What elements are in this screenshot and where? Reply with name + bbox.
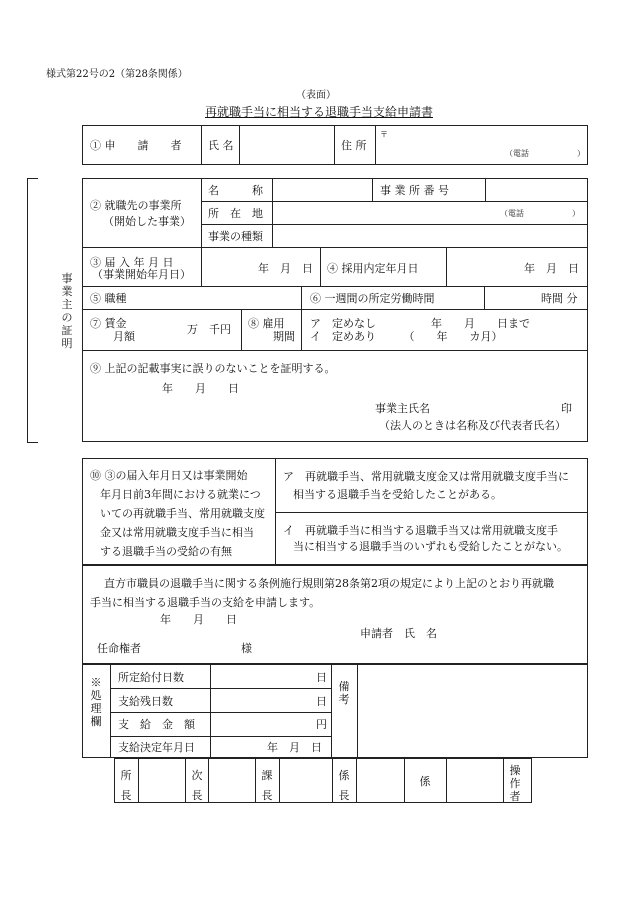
period-option-i[interactable]: イ 定めあり （ 年 カ月） [310, 330, 503, 343]
workplace-name-field[interactable] [273, 179, 371, 200]
employment-period-sublabel: 期間 [273, 330, 295, 343]
section10-line2: 年月日前3年間における就業につ [100, 488, 261, 501]
applicant-name-field[interactable] [240, 126, 333, 164]
corporate-note: （法人のときは名称及び代表者氏名） [379, 419, 566, 432]
section10-option-a-line2[interactable]: 相当する退職手当を受給したことがある。 [293, 488, 502, 501]
workplace-sublabel: （開始した事業） [103, 215, 191, 228]
entry-date-label: ③ 届 入 年 月 日 [90, 256, 174, 269]
offer-date-value[interactable]: 年 月 日 [524, 262, 579, 275]
business-type-label: 事業の種類 [208, 230, 263, 243]
processing-row-4-unit: 年 月 日 [267, 741, 322, 754]
period-option-a[interactable]: ア 定めなし 年 月 日まで [310, 317, 530, 330]
address-label: 住 所 [341, 139, 367, 152]
employer-name-label: 事業主氏名 [375, 402, 430, 415]
page-title: 再就職手当に相当する退職手当支給申請書 [205, 105, 434, 119]
section10-option-a-line1[interactable]: ア 再就職手当、常用就職支度金又は常用就職支度手当に [283, 470, 569, 483]
processing-row-1-unit: 日 [316, 671, 327, 684]
stamp-shocho: 所長 [120, 769, 132, 802]
application-text-1: 直方市職員の退職手当に関する条例施行規則第28条第2項の規定により上記のとおり再就職 [104, 577, 554, 590]
entry-date-value[interactable]: 年 月 日 [258, 262, 313, 275]
appointing-authority-label: 任命権者 [97, 642, 141, 655]
applicant-label: ① 申 請 者 [90, 139, 182, 152]
applicant-address-field[interactable] [376, 126, 586, 164]
weekly-hours-label: ⑥ 一週間の所定労働時間 [310, 292, 435, 305]
applicant-phone: （電話 ） [505, 149, 585, 158]
section10-line1: ⑩ ③の届入年月日又は事業開始 [90, 469, 248, 482]
cert-date[interactable]: 年 月 日 [162, 382, 239, 395]
processing-side-label: ※処理欄 [90, 676, 102, 728]
application-date[interactable]: 年 月 日 [160, 613, 237, 626]
employer-cert-side-label: 事業主の証明 [61, 272, 73, 350]
section10-line3: いての再就職手当、常用就職支度 [100, 507, 265, 520]
name-label: 氏 名 [208, 139, 234, 152]
processing-row-3-unit: 円 [316, 718, 327, 731]
section10-option-i-line2[interactable]: 当に相当する退職手当のいずれも受給したことがない。 [293, 540, 568, 553]
processing-row-2-unit: 日 [316, 695, 327, 708]
workplace-name-label: 名 称 [208, 184, 263, 197]
job-type-field[interactable] [140, 287, 300, 308]
form-number: 様式第22号の2（第28条関係） [46, 69, 188, 80]
postal-mark: 〒 [380, 130, 388, 139]
section10-line5: する退職手当の受給の有無 [100, 545, 232, 558]
application-text-2: 手当に相当する退職手当の支給を申請します。 [90, 596, 321, 609]
sama-suffix: 様 [241, 642, 252, 655]
workplace-phone: （電話 ） [500, 209, 580, 218]
cert-statement: ⑨ 上記の記載事実に誤りのないことを証明する。 [90, 362, 336, 375]
processing-row-1-label: 所定給付日数 [118, 671, 184, 684]
offer-date-label: ④ 採用内定年月日 [327, 262, 419, 275]
wage-sublabel: 月額 [113, 330, 135, 343]
entry-date-sublabel: （事業開始年月日） [92, 268, 191, 281]
business-type-field[interactable] [273, 225, 587, 246]
office-number-label: 事 業 所 番 号 [380, 184, 449, 197]
job-type-label: ⑤ 職種 [90, 292, 127, 305]
stamp-row [114, 758, 532, 803]
processing-row-3-label: 支 給 金 額 [118, 718, 195, 731]
employment-period-label: ⑧ 雇用 [248, 317, 285, 330]
office-number-field[interactable] [486, 179, 586, 200]
weekly-hours-value[interactable]: 時間 分 [541, 292, 578, 305]
stamp-jicho: 次長 [191, 769, 203, 802]
location-label: 所 在 地 [208, 207, 263, 220]
stamp-kakaricho: 係長 [338, 769, 350, 802]
section10-option-i-line1[interactable]: イ 再就職手当に相当する退職手当又は常用就職支度手 [283, 524, 558, 537]
seal-mark: 印 [561, 402, 572, 415]
processing-row-4-label: 支給決定年月日 [118, 741, 195, 754]
stamp-operator: 操作者 [509, 764, 521, 803]
wage-label: ⑦ 賃金 [90, 317, 127, 330]
stamp-kacho: 課長 [261, 769, 273, 802]
workplace-label: ② 就職先の事業所 [90, 199, 182, 212]
side-label: （表面） [296, 90, 336, 101]
applicant-signature-label: 申請者 氏 名 [360, 627, 437, 640]
location-field[interactable] [273, 202, 587, 223]
remarks-label: 備考 [338, 680, 350, 706]
section10-line4: 金又は常用就職支度手当に相当 [100, 526, 254, 539]
processing-row-2-label: 支給残日数 [118, 695, 173, 708]
stamp-kakari: 係 [419, 775, 431, 788]
wage-amount[interactable]: 万 千円 [187, 323, 231, 336]
